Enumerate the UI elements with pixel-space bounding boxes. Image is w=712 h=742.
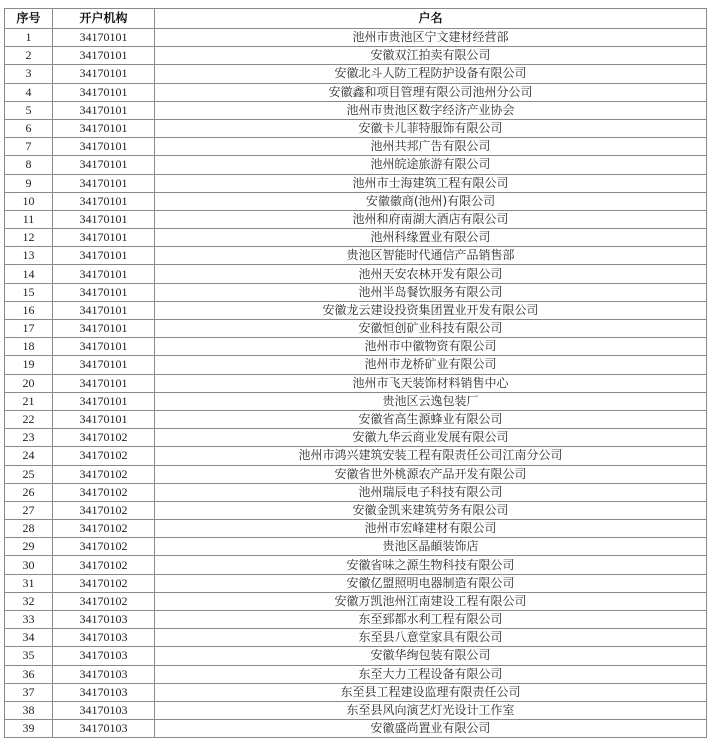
row-org-code-cell: 34170103 <box>53 647 155 665</box>
row-org-code-cell: 34170101 <box>53 301 155 319</box>
row-org-code-cell: 34170101 <box>53 410 155 428</box>
row-account-name-cell: 池州市贵池区宁文建材经营部 <box>155 29 707 47</box>
row-account-name-cell: 安徽龙云建设投资集团置业开发有限公司 <box>155 301 707 319</box>
row-org-code-cell: 34170103 <box>53 611 155 629</box>
row-org-code-cell: 34170102 <box>53 556 155 574</box>
row-account-name-cell: 安徽亿盟照明电器制造有限公司 <box>155 574 707 592</box>
row-account-name-cell: 东至大力工程设备有限公司 <box>155 665 707 683</box>
row-seq-cell: 23 <box>5 429 53 447</box>
row-org-code-cell: 34170101 <box>53 229 155 247</box>
account-table <box>4 8 707 738</box>
account-list-sheet <box>4 8 706 738</box>
row-org-code-cell: 34170103 <box>53 629 155 647</box>
column-header-seq: 序号 <box>5 9 53 29</box>
row-org-code-cell: 34170101 <box>53 83 155 101</box>
row-seq-cell: 10 <box>5 192 53 210</box>
row-seq-cell: 8 <box>5 156 53 174</box>
header-row <box>5 9 707 29</box>
table-row <box>5 119 707 137</box>
row-seq-cell: 24 <box>5 447 53 465</box>
row-seq-cell: 39 <box>5 720 53 738</box>
row-account-name-cell: 安徽盛尚置业有限公司 <box>155 720 707 738</box>
row-account-name-cell: 池州市宏峰建材有限公司 <box>155 520 707 538</box>
row-account-name-cell: 安徽北斗人防工程防护设备有限公司 <box>155 65 707 83</box>
table-row <box>5 429 707 447</box>
row-account-name-cell: 池州市贵池区数字经济产业协会 <box>155 101 707 119</box>
column-header-org: 开户机构 <box>53 9 155 29</box>
table-row <box>5 465 707 483</box>
row-org-code-cell: 34170102 <box>53 574 155 592</box>
row-org-code-cell: 34170101 <box>53 29 155 47</box>
table-row <box>5 501 707 519</box>
table-row <box>5 683 707 701</box>
row-seq-cell: 28 <box>5 520 53 538</box>
row-org-code-cell: 34170101 <box>53 101 155 119</box>
row-seq-cell: 3 <box>5 65 53 83</box>
table-row <box>5 647 707 665</box>
row-org-code-cell: 34170102 <box>53 483 155 501</box>
row-org-code-cell: 34170101 <box>53 283 155 301</box>
table-row <box>5 101 707 119</box>
row-org-code-cell: 34170101 <box>53 356 155 374</box>
row-seq-cell: 17 <box>5 320 53 338</box>
row-account-name-cell: 池州市鸿兴建筑安装工程有限责任公司江南分公司 <box>155 447 707 465</box>
row-org-code-cell: 34170102 <box>53 538 155 556</box>
row-org-code-cell: 34170101 <box>53 210 155 228</box>
table-row <box>5 356 707 374</box>
row-org-code-cell: 34170101 <box>53 65 155 83</box>
table-row <box>5 29 707 47</box>
row-org-code-cell: 34170101 <box>53 265 155 283</box>
table-row <box>5 174 707 192</box>
table-row <box>5 665 707 683</box>
table-row <box>5 410 707 428</box>
row-seq-cell: 37 <box>5 683 53 701</box>
row-account-name-cell: 安徽鑫和项目管理有限公司池州分公司 <box>155 83 707 101</box>
row-account-name-cell: 贵池区晶頔装饰店 <box>155 538 707 556</box>
table-row <box>5 283 707 301</box>
row-seq-cell: 29 <box>5 538 53 556</box>
table-row <box>5 229 707 247</box>
row-seq-cell: 19 <box>5 356 53 374</box>
table-row <box>5 720 707 738</box>
table-row <box>5 483 707 501</box>
row-seq-cell: 18 <box>5 338 53 356</box>
table-row <box>5 210 707 228</box>
row-account-name-cell: 池州半岛餐饮服务有限公司 <box>155 283 707 301</box>
row-org-code-cell: 34170101 <box>53 192 155 210</box>
row-seq-cell: 38 <box>5 701 53 719</box>
row-account-name-cell: 东至县八意堂家具有限公司 <box>155 629 707 647</box>
table-row <box>5 538 707 556</box>
table-row <box>5 301 707 319</box>
row-seq-cell: 4 <box>5 83 53 101</box>
row-org-code-cell: 34170101 <box>53 320 155 338</box>
row-account-name-cell: 池州市中徽物资有限公司 <box>155 338 707 356</box>
row-account-name-cell: 贵池区云逸包装厂 <box>155 392 707 410</box>
row-seq-cell: 5 <box>5 101 53 119</box>
row-org-code-cell: 34170101 <box>53 338 155 356</box>
row-org-code-cell: 34170103 <box>53 683 155 701</box>
row-org-code-cell: 34170101 <box>53 247 155 265</box>
row-account-name-cell: 贵池区智能时代通信产品销售部 <box>155 247 707 265</box>
row-seq-cell: 30 <box>5 556 53 574</box>
row-seq-cell: 32 <box>5 592 53 610</box>
row-seq-cell: 27 <box>5 501 53 519</box>
row-account-name-cell: 安徽恒创矿业科技有限公司 <box>155 320 707 338</box>
row-account-name-cell: 池州市士海建筑工程有限公司 <box>155 174 707 192</box>
row-seq-cell: 16 <box>5 301 53 319</box>
row-org-code-cell: 34170101 <box>53 138 155 156</box>
row-account-name-cell: 池州共邦广告有限公司 <box>155 138 707 156</box>
row-account-name-cell: 池州和府南湖大酒店有限公司 <box>155 210 707 228</box>
row-account-name-cell: 池州瑞辰电子科技有限公司 <box>155 483 707 501</box>
row-account-name-cell: 安徽万凯池州江南建设工程有限公司 <box>155 592 707 610</box>
table-row <box>5 156 707 174</box>
table-row <box>5 320 707 338</box>
row-seq-cell: 7 <box>5 138 53 156</box>
table-row <box>5 592 707 610</box>
row-org-code-cell: 34170102 <box>53 520 155 538</box>
table-row <box>5 392 707 410</box>
row-seq-cell: 26 <box>5 483 53 501</box>
row-account-name-cell: 池州科缘置业有限公司 <box>155 229 707 247</box>
table-row <box>5 629 707 647</box>
row-seq-cell: 31 <box>5 574 53 592</box>
row-account-name-cell: 池州市龙桥矿业有限公司 <box>155 356 707 374</box>
row-account-name-cell: 安徽金凯来建筑劳务有限公司 <box>155 501 707 519</box>
row-org-code-cell: 34170103 <box>53 665 155 683</box>
row-seq-cell: 1 <box>5 29 53 47</box>
row-org-code-cell: 34170102 <box>53 592 155 610</box>
row-seq-cell: 11 <box>5 210 53 228</box>
row-seq-cell: 15 <box>5 283 53 301</box>
table-row <box>5 701 707 719</box>
table-header <box>5 9 707 29</box>
table-row <box>5 338 707 356</box>
row-account-name-cell: 池州皖途旅游有限公司 <box>155 156 707 174</box>
row-account-name-cell: 安徽省世外桃源农产品开发有限公司 <box>155 465 707 483</box>
column-header-name: 户名 <box>155 9 707 29</box>
row-account-name-cell: 安徽双江拍卖有限公司 <box>155 47 707 65</box>
table-row <box>5 247 707 265</box>
row-org-code-cell: 34170101 <box>53 392 155 410</box>
row-org-code-cell: 34170101 <box>53 156 155 174</box>
row-org-code-cell: 34170103 <box>53 720 155 738</box>
table-body <box>5 29 707 738</box>
table-row <box>5 138 707 156</box>
row-org-code-cell: 34170102 <box>53 465 155 483</box>
table-row <box>5 192 707 210</box>
table-row <box>5 611 707 629</box>
row-org-code-cell: 34170101 <box>53 47 155 65</box>
row-seq-cell: 2 <box>5 47 53 65</box>
row-seq-cell: 33 <box>5 611 53 629</box>
row-account-name-cell: 东至县工程建设监理有限责任公司 <box>155 683 707 701</box>
table-row <box>5 574 707 592</box>
row-account-name-cell: 安徽省味之源生物科技有限公司 <box>155 556 707 574</box>
table-row <box>5 83 707 101</box>
table-row <box>5 65 707 83</box>
row-org-code-cell: 34170103 <box>53 701 155 719</box>
row-account-name-cell: 安徽徽商(池州)有限公司 <box>155 192 707 210</box>
row-seq-cell: 12 <box>5 229 53 247</box>
row-seq-cell: 14 <box>5 265 53 283</box>
row-seq-cell: 6 <box>5 119 53 137</box>
row-org-code-cell: 34170102 <box>53 447 155 465</box>
row-org-code-cell: 34170101 <box>53 119 155 137</box>
row-seq-cell: 9 <box>5 174 53 192</box>
row-account-name-cell: 东至郅都水利工程有限公司 <box>155 611 707 629</box>
table-row <box>5 47 707 65</box>
row-org-code-cell: 34170102 <box>53 501 155 519</box>
row-org-code-cell: 34170101 <box>53 174 155 192</box>
row-seq-cell: 35 <box>5 647 53 665</box>
table-row <box>5 265 707 283</box>
row-seq-cell: 25 <box>5 465 53 483</box>
table-row <box>5 556 707 574</box>
row-seq-cell: 34 <box>5 629 53 647</box>
row-account-name-cell: 安徽华绚包装有限公司 <box>155 647 707 665</box>
table-row <box>5 374 707 392</box>
row-account-name-cell: 池州市飞天装饰材料销售中心 <box>155 374 707 392</box>
row-account-name-cell: 池州天安农林开发有限公司 <box>155 265 707 283</box>
row-seq-cell: 36 <box>5 665 53 683</box>
row-seq-cell: 13 <box>5 247 53 265</box>
table-row <box>5 447 707 465</box>
row-org-code-cell: 34170101 <box>53 374 155 392</box>
row-seq-cell: 22 <box>5 410 53 428</box>
row-account-name-cell: 安徽省高生源蜂业有限公司 <box>155 410 707 428</box>
row-account-name-cell: 安徽九华云商业发展有限公司 <box>155 429 707 447</box>
row-seq-cell: 20 <box>5 374 53 392</box>
row-account-name-cell: 东至县风向演艺灯光设计工作室 <box>155 701 707 719</box>
table-row <box>5 520 707 538</box>
row-org-code-cell: 34170102 <box>53 429 155 447</box>
row-seq-cell: 21 <box>5 392 53 410</box>
row-account-name-cell: 安徽卡儿菲特服饰有限公司 <box>155 119 707 137</box>
